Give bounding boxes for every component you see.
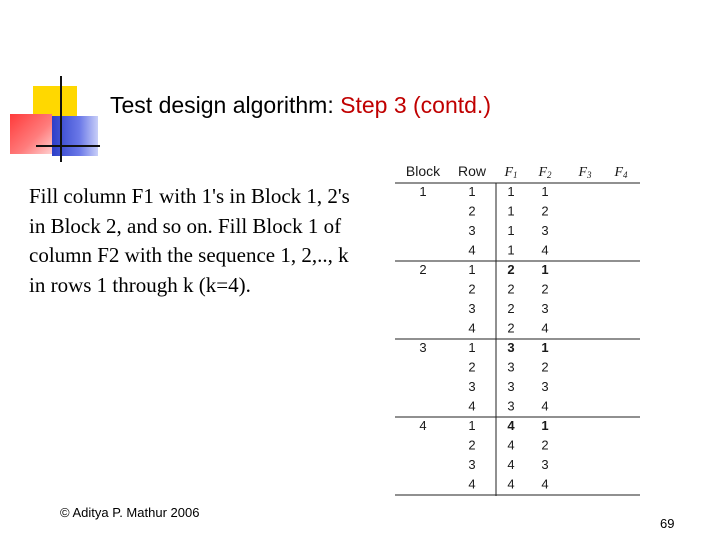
- header-f3-sub: 3: [587, 170, 592, 180]
- row-number: 2: [468, 437, 476, 453]
- logo-vertical-line: [60, 76, 62, 162]
- slide-title: [110, 92, 491, 119]
- logo-blue-square: [52, 116, 98, 156]
- header-f1-base: F: [504, 165, 514, 180]
- row-number: 3: [468, 457, 476, 472]
- row-number: 3: [468, 301, 476, 316]
- cell-f2: 4: [541, 398, 549, 414]
- header-f1: [503, 165, 517, 180]
- cell-f2: 3: [541, 379, 549, 394]
- cell-f1: 3: [507, 398, 515, 414]
- cell-f1: 1: [507, 203, 515, 219]
- row-number: 4: [468, 398, 476, 414]
- cell-f2: 4: [541, 242, 549, 258]
- header-f4: [613, 165, 628, 180]
- header-f2-base: F: [538, 165, 548, 180]
- logo-red-square: [10, 114, 52, 154]
- row-number: 1: [468, 340, 476, 355]
- cell-f1: 1: [507, 242, 515, 258]
- cell-f1: 4: [507, 457, 515, 472]
- slide-body-text: Fill column F1 with 1's in Block 1, 2's in Block 2, and so on. Fill Block 1 of column F2 with the sequence 1, 2,.., k in rows 1 through k (k=4).: [29, 184, 350, 297]
- header-row: Row: [457, 163, 487, 179]
- cell-f1: 3: [507, 359, 515, 375]
- cell-f1: 4: [507, 437, 515, 453]
- cell-f1: 3: [507, 340, 515, 355]
- row-number: 1: [468, 262, 476, 277]
- row-number: 2: [468, 203, 476, 219]
- slide-title-accent: Step 3 (contd.): [340, 92, 491, 118]
- cell-f1: 4: [507, 476, 515, 492]
- slide-logo-decoration: [0, 0, 110, 170]
- row-number: 1: [468, 418, 476, 433]
- footer-copyright: © Aditya P. Mathur 2006: [60, 505, 200, 520]
- row-number: 2: [468, 359, 476, 375]
- cell-f2: 3: [541, 457, 549, 472]
- cell-f2: 2: [541, 359, 549, 375]
- block-label: 1: [419, 184, 427, 199]
- block-label: 3: [419, 340, 427, 355]
- row-number: 3: [468, 223, 476, 238]
- header-f4-base: F: [614, 165, 624, 180]
- page-number: 69: [660, 516, 675, 531]
- cell-f1: 2: [507, 301, 515, 316]
- cell-f2: 4: [541, 320, 549, 336]
- header-f2: [537, 165, 552, 180]
- cell-f2: 1: [541, 262, 549, 277]
- cell-f2: 3: [541, 223, 549, 238]
- slide-title-main: Test design algorithm:: [110, 92, 341, 118]
- row-number: 4: [468, 476, 476, 492]
- cell-f2: 1: [541, 340, 549, 355]
- header-block: Block: [405, 163, 441, 179]
- cell-f2: 3: [541, 301, 549, 316]
- test-design-table-svg: [395, 160, 640, 496]
- cell-f1: 2: [507, 262, 515, 277]
- cell-f2: 1: [541, 184, 549, 199]
- header-f3: [577, 165, 592, 180]
- row-number: 2: [468, 281, 476, 297]
- block-label: 2: [419, 262, 427, 277]
- logo-horizontal-line: [36, 145, 100, 147]
- row-number: 4: [468, 320, 476, 336]
- cell-f2: 2: [541, 437, 549, 453]
- cell-f1: 2: [507, 281, 515, 297]
- row-number: 4: [468, 242, 476, 258]
- test-design-table: [395, 160, 640, 496]
- cell-f1: 2: [507, 320, 515, 336]
- cell-f1: 1: [507, 223, 515, 238]
- header-f2-sub: 2: [547, 170, 552, 180]
- cell-f2: 2: [541, 203, 549, 219]
- header-f1-sub: 1: [513, 170, 518, 180]
- cell-f2: 4: [541, 476, 549, 492]
- row-number: 1: [468, 184, 476, 199]
- cell-f2: 2: [541, 281, 549, 297]
- header-f3-base: F: [578, 165, 588, 180]
- cell-f1: 4: [507, 418, 515, 433]
- cell-f1: 1: [507, 184, 515, 199]
- cell-f1: 3: [507, 379, 515, 394]
- block-label: 4: [419, 418, 427, 433]
- row-number: 3: [468, 379, 476, 394]
- header-f4-sub: 4: [623, 170, 628, 180]
- cell-f2: 1: [541, 418, 549, 433]
